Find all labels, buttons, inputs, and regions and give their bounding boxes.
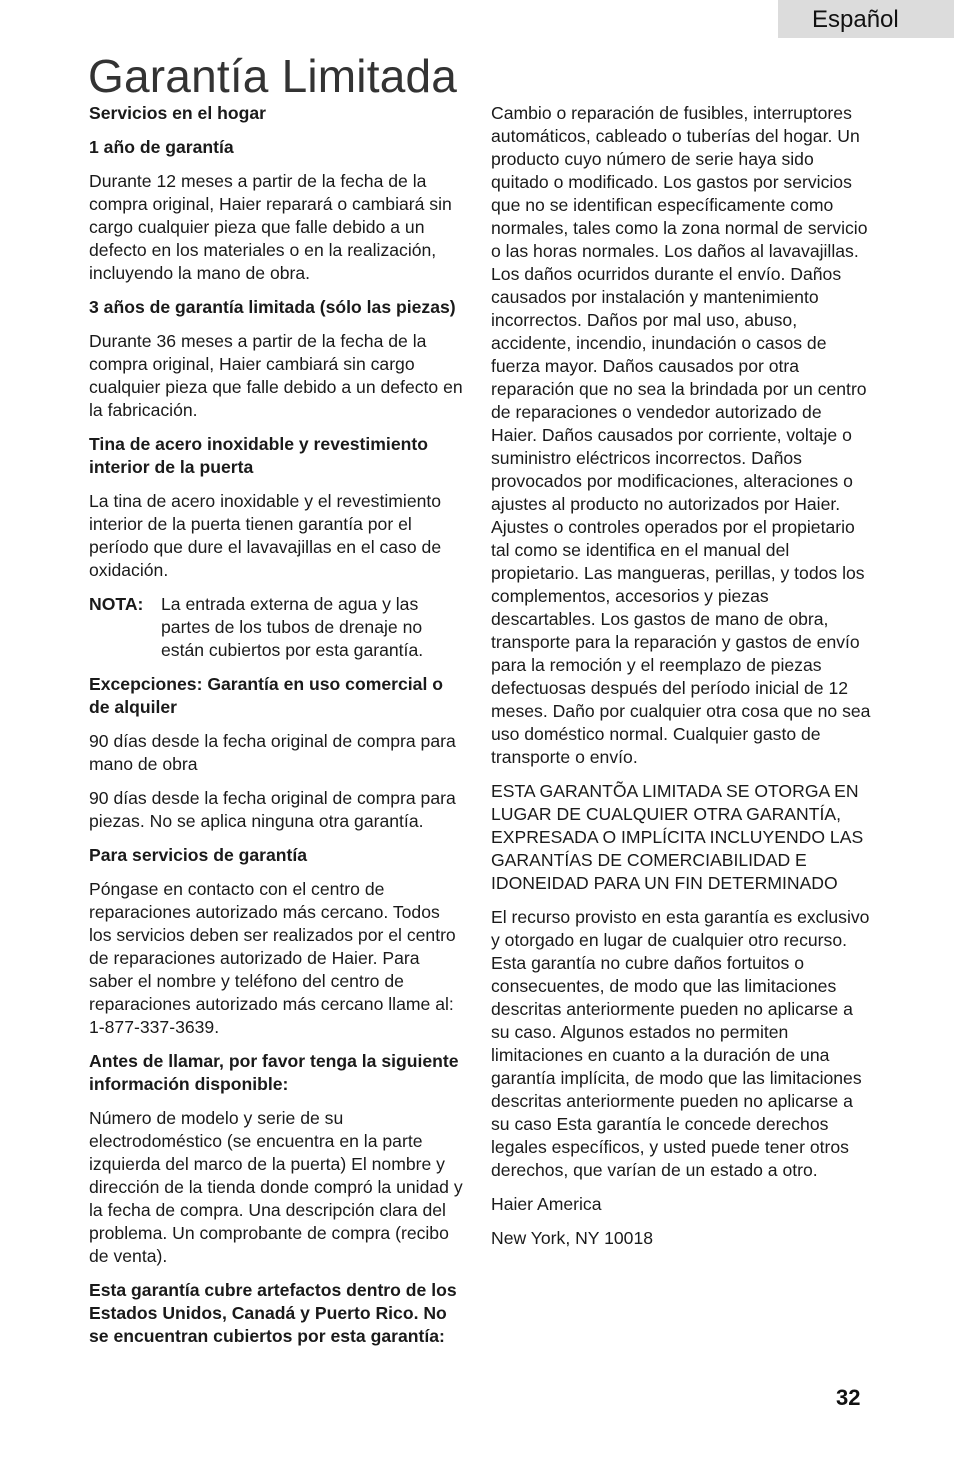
heading-warranty-service: Para servicios de garantía xyxy=(89,845,308,865)
note-label: NOTA: xyxy=(89,594,144,614)
paragraph-stainless-tub-terms: La tina de acero inoxidable y el revestimiento interior de la puerta tienen garantía por el período que dure el lavavajillas en el caso de oxidación. xyxy=(89,491,442,580)
heading-exceptions: Excepciones: Garantía en uso comercial o de alquiler xyxy=(89,674,443,717)
paragraph-one-year-terms: Durante 12 meses a partir de la fecha de la compra original, Haier reparará o cambiará sin cargo cualquier pieza que falle debido a un defecto en los materiales o en la realización, incluyendo la mano de obra. xyxy=(89,171,452,283)
company-address: New York, NY 10018 xyxy=(491,1228,654,1248)
left-column xyxy=(89,102,467,1359)
paragraph-three-year-terms: Durante 36 meses a partir de la fecha de la compra original, Haier cambiará sin cargo cualquier pieza que falle debido a un defecto en la fabricación. xyxy=(89,331,463,420)
paragraph-parts-90-days: 90 días desde la fecha original de compra para piezas. No se aplica ninguna otra garantía. xyxy=(89,788,456,831)
note-text: La entrada externa de agua y las partes de los tubos de drenaje no están cubiertos por esta garantía. xyxy=(161,594,424,660)
page-number: 32 xyxy=(836,1385,861,1410)
paragraph-contact-service: Póngase en contacto con el centro de reparaciones autorizado más cercano. Todos los servicios deben ser realizados por el centro de reparaciones autorizado de Haier. Para saber el nombre y teléfono del centro de reparaciones autorizado más cercano llame al: 1-877-337-3639. xyxy=(89,879,456,1037)
company-name: Haier America xyxy=(491,1194,602,1214)
paragraph-disclaimer-caps: ESTA GARANTÕA LIMITADA SE OTORGA EN LUGAR DE CUALQUIER OTRA GARANTÍA, EXPRESADA O IMPLÍCITA INCLUYENDO LAS GARANTÍAS DE COMERCIABILIDAD E IDONEIDAD PARA UN FIN DETERMINADO xyxy=(491,781,864,893)
heading-home-services: Servicios en el hogar xyxy=(89,103,266,123)
heading-before-calling: Antes de llamar, por favor tenga la siguiente información disponible: xyxy=(89,1051,459,1094)
note-block xyxy=(89,593,467,662)
heading-stainless-tub: Tina de acero inoxidable y revestimiento interior de la puerta xyxy=(89,434,428,477)
heading-three-year-warranty: 3 años de garantía limitada (sólo las piezas) xyxy=(89,297,456,317)
heading-one-year-warranty: 1 año de garantía xyxy=(89,137,234,157)
language-tab: Español xyxy=(778,0,954,38)
paragraph-labor-90-days: 90 días desde la fecha original de compra para mano de obra xyxy=(89,731,456,774)
paragraph-exclusive-remedy: El recurso provisto en esta garantía es exclusivo y otorgado en lugar de cualquier otro recurso. Esta garantía no cubre daños fortuitos o consecuentes, de modo que las limitaciones descritas anteriormente pueden no aplicarse a su caso. Algunos estados no permiten limitaciones en cuanto a la duración de una garantía implícita, de modo que las limitaciones descritas anteriormente pueden no aplicarse a su caso Esta garantía le concede derechos legales específicos, y usted puede tener otros derechos, que varían de un estado a otro. xyxy=(491,907,870,1180)
paragraph-required-info: Número de modelo y serie de su electrodoméstico (se encuentra en la parte izquierda del marco de la puerta) El nombre y dirección de la tienda donde compró la unidad y la fecha de compra. Una descripción clara del problema. Un comprobante de compra (recibo de venta). xyxy=(89,1108,463,1266)
heading-coverage-area: Esta garantía cubre artefactos dentro de los Estados Unidos, Canadá y Puerto Rico. No se encuentran cubiertos por esta garantía: xyxy=(89,1280,457,1346)
paragraph-exclusions: Cambio o reparación de fusibles, interruptores automáticos, cableado o tuberías del hogar. Un producto cuyo número de serie haya sido quitado o modificado. Los gastos por servicios que no se identifican específicamente como normales, tales como la zona normal de servicio o las horas normales. Los daños al lavavajillas. Los daños ocurridos durante el envío. Daños causados por instalación y mantenimiento incorrectos. Daños por mal uso, abuso, accidente, incendio, inundación o casos de fuerza mayor. Daños causados por otra reparación que no sea la brindada por un centro de reparaciones o vendedor autorizado de Haier. Daños causados por corriente, voltaje o suministro eléctricos incorrectos. Daños provocados por modificaciones, alteraciones o ajustes al producto no autorizados por Haier. Ajustes o controles operados por el propietario tal como se identifica en el manual del propietario. Las mangueras, perillas, y todos los complementos, accesorios y piezas descartables. Los gastos de mano de obra, transporte para la reparación y gastos de envío para la remoción y el reemplazo de piezas defectuosas después del período inicial de 12 meses. Daño por cualquier otra cosa que no sea uso doméstico normal. Cualquier gasto de transporte o envío. xyxy=(491,103,871,767)
page-title: Garantía Limitada xyxy=(88,50,458,102)
right-column xyxy=(491,102,871,1261)
